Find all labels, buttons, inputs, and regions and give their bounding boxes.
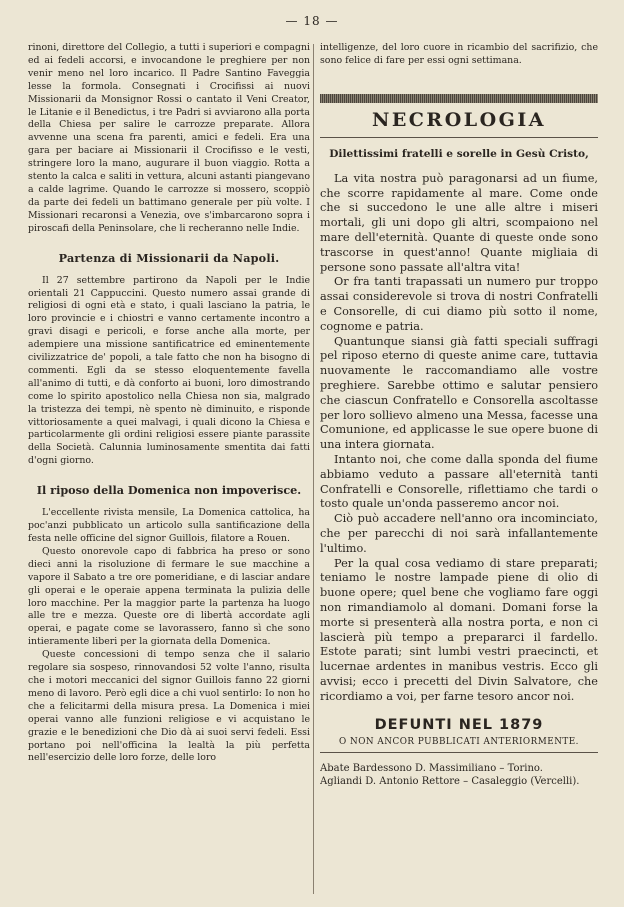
section-title-domenica: Il riposo della Domenica non impoverisce. xyxy=(36,483,302,498)
intro-paragraph: rinoni, direttore del Collegio, a tutti i superiori e compagni ed ai fedeli accorsi, e invocandone le preghiere per non venir meno nel loro incarico. Il Padre Santino Faveggia lesse la formola. Consegnati i Crocifissi ai nuovi Missionarii da Monsignor Rossi o cantato il Veni Creator, le Litanie e il Benedictus, i tre Padri si avviarono alla porta della Chiesa per salire le carrozze preparate. Allora avvenne una scena fra parenti, amici e fedeli. Era una gara per baciare ai Missionarii il Crocifisso e le vesti, stringere loro la mano, augurare il buon viaggio. Rotta a stento la calca e saliti in vettura, alcuni astanti piangevano a calde lagrime. Quando le carrozze si mossero, scoppiò da parte dei fedeli un battimano generale per più volte. I Missionari recaronsi a Venezia, ove s'imbarcarono sopra i piroscafi della Peninsolare, che li recheranno nelle Indie. xyxy=(28,42,310,234)
column-divider xyxy=(313,44,314,894)
section-title-napoli: Partenza di Missionarii da Napoli. xyxy=(58,250,280,265)
necrologia-paragraph-5: Ciò può accadere nell'anno ora incominciato, che per parecchi di noi sarà infallantemente l'ultimo. xyxy=(320,512,598,555)
napoli-paragraph: Il 27 settembre partirono da Napoli per le Indie orientali 21 Cappuccini. Questo numero assai grande di religiosi di ogni età e stato, i quali lasciano la patria, le loro provincie e i chiostri e vanno certamente incontro a gravi disagi e pericoli, e forse anche alla morte, per adempiere una missione santificatrice ed eminentemente civilizzatrice de' popoli, a tale fatto che non ha bisogno di commenti. Egli da se stesso eloquentemente favella all'animo di tutti, e dà conforto ai buoni, loro dimostrando come lo spirito apostolico nella Chiesa non sia, malgrado la tristezza dei tempi, nè spento nè diminuito, e risponde vittoriosamente a quei malvagi, i quali dicono la Chiesa e particolarmente gli ordini religiosi essere piante parassite della Società. Calunnia luminosamente smentita dai fatti d'ogni giorno. xyxy=(28,274,310,467)
necrologia-body xyxy=(320,172,598,705)
non-ancor-subtitle: O NON ANCOR PUBBLICATI ANTERIORMENTE. xyxy=(339,736,579,747)
domenica-paragraph-2: Questo onorevole capo di fabbrica ha preso or sono dieci anni la risoluzione di fermare le sue macchine a vapore il Sabato a tre ore pomeridiane, e di lasciar andare gli operai e le operaie appena terminata la pulizia delle loro macchine. Per la maggior parte la partenza ha luogo alle tre e mezza. Queste ore di libertà accordate agli operai, e pagate come se lavorassero, fanno sì che sono intieramente liberi per la giornata della Domenica. xyxy=(28,545,310,648)
necrologia-title: NECROLOGIA xyxy=(371,108,547,131)
right-column xyxy=(320,42,598,788)
defunti-entry: Agliandi D. Antonio Rettore – Casaleggio (Vercelli). xyxy=(320,775,580,787)
necrologia-paragraph-6: Per la qual cosa vediamo di stare preparati; teniamo le nostre lampade piene di olio di buone opere; quel bene che vogliamo fare oggi non rimandiamolo al domani. Domani forse la morte si presenterà alla nostra porta, e non ci lascierà più tempo a prepararci il fardello. Estote parati; sint lumbi vestri praecincti, et lucernae ardentes in manibus vestris. Ecco gli avvisi; ecco i precetti del Divin Salvatore, che ricordiamo a voi, per farne tesoro ancor noi. xyxy=(320,556,598,703)
continuation-paragraph: intelligenze, del loro cuore in ricambio del sacrifizio, che sono felice di fare per essi ogni settimana. xyxy=(320,42,598,66)
defunti-rule xyxy=(320,752,598,753)
decorative-band xyxy=(320,94,598,103)
defunti-title: DEFUNTI NEL 1879 xyxy=(374,716,544,733)
necrologia-paragraph-3: Quantunque siansi già fatti speciali suffragi pel riposo eterno di queste anime care, tuttavia nuovamente le raccomandiamo alle vostre preghiere. Sarebbe ottimo e salutar pensiero che ciascun Confratello e Consorella ascoltasse per loro sollievo almeno una Messa, facesse una Comunione, ed applicasse le sue opere buone di una intera giornata. xyxy=(320,334,598,452)
salutation: Dilettissimi fratelli e sorelle in Gesù Cristo, xyxy=(329,147,589,160)
necrologia-paragraph-2: Or fra tanti trapassati un numero pur troppo assai considerevole si trova di nostri Confratelli e Consorelle, di cui diamo più sotto il nome, cognome e patria. xyxy=(320,275,598,333)
defunti-entry: Abate Bardessono D. Massimiliano – Torino. xyxy=(320,762,543,774)
domenica-paragraph-1: L'eccellente rivista mensile, La Domenica cattolica, ha poc'anzi pubblicato un articolo sulla santificazione della festa nelle officine del signor Guillois, filatore a Rouen. xyxy=(28,507,310,544)
page-number: — 18 — xyxy=(285,14,339,28)
necrologia-paragraph-1: La vita nostra può paragonarsi ad un fiume, che scorre rapidamente al mare. Come onde che si succedono le une alle altre i miseri mortali, gli uni dopo gli altri, scompaiono nel mare dell'eternità. Quante di queste onde sono trascorse in quest'anno! Quante migliaia di persone sono passate all'altra vita! xyxy=(320,171,598,274)
title-rule xyxy=(320,137,598,138)
necrologia-paragraph-4: Intanto noi, che come dalla sponda del fiume abbiamo veduto a passare all'eternità tanti Confratelli e Consorelle, riflettiamo che tardi o tosto quale un'onda passeremo ancor noi. xyxy=(320,452,598,511)
domenica-paragraph-3: Queste concessioni di tempo senza che il salario regolare sia sospeso, rinnovandosi 52 volte l'anno, risulta che i motori meccanici del signor Guillois fanno 22 giorni meno di lavoro. Però egli dice a chi vuol sentirlo: Io non ho che a felicitarmi della misura presa. La Domenica i miei operai vanno alle funzioni religiose e vi acquistano le grazie e le benedizioni che Dio dà ai suoi servi fedeli. Essi portano poi nell'officina la lealtà la più perfetta nell'esercizio delle loro forze, delle loro xyxy=(28,649,310,764)
defunti-list xyxy=(320,762,598,788)
left-column xyxy=(28,42,310,765)
